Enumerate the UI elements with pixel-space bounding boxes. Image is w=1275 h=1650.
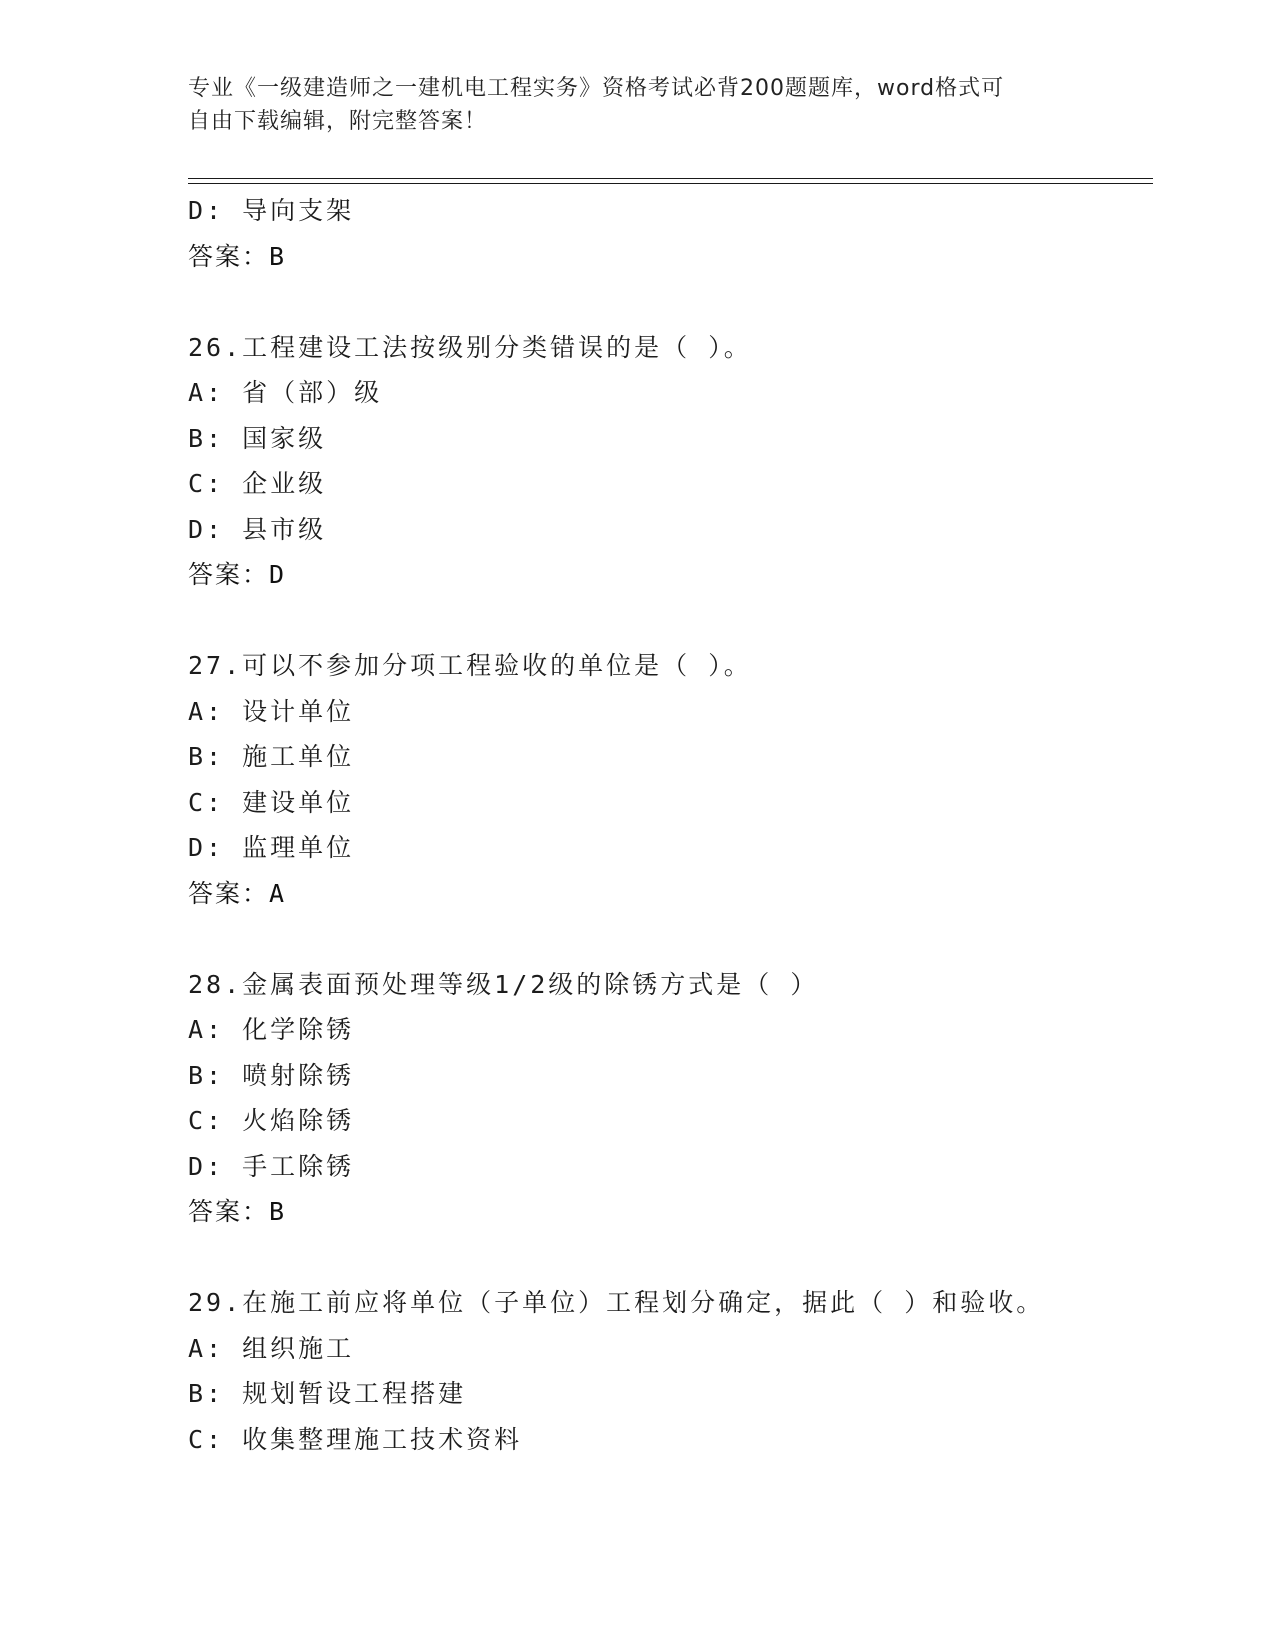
header-title-line-1: 专业《一级建造师之一建机电工程实务》资格考试必背200题题库，word格式可 — [188, 76, 1005, 101]
answer-line — [188, 871, 1153, 917]
question-stem: 27.可以不参加分项工程验收的单位是（ ）。 — [188, 651, 752, 680]
spacer — [188, 916, 1153, 962]
question-stem: 29.在施工前应将单位（子单位）工程划分确定，据此（ ）和验收。 — [188, 1288, 1045, 1317]
question-list — [188, 188, 1153, 1462]
answer-value: A — [269, 878, 287, 908]
answer-value: B — [269, 1197, 287, 1226]
header-divider-top — [188, 178, 1153, 179]
question-item — [188, 325, 1153, 598]
option-a: A: 化学除锈 — [188, 1015, 355, 1044]
option-b: B: 国家级 — [188, 423, 327, 453]
header-title-line-2: 自由下载编辑，附完整答案！ — [188, 109, 488, 134]
answer-line — [188, 234, 1153, 280]
answer-value: D — [269, 560, 287, 589]
spacer — [188, 1235, 1153, 1281]
answer-line — [188, 552, 1153, 598]
question-item — [188, 962, 1153, 1235]
question-item — [188, 643, 1153, 916]
option-a: A: 省（部）级 — [188, 378, 383, 407]
option-d: D: 监理单位 — [188, 833, 355, 862]
option-a: A: 组织施工 — [188, 1333, 355, 1363]
answer-label: 答案： — [188, 241, 270, 271]
answer-line — [188, 1189, 1153, 1235]
question-stem: 26.工程建设工法按级别分类错误的是（ ）。 — [188, 332, 752, 362]
option-d: D: 手工除锈 — [188, 1151, 355, 1181]
question-stem: 28.金属表面预处理等级1/2级的除锈方式是（ ） — [188, 969, 819, 999]
header-divider-bottom — [188, 183, 1153, 184]
answer-label: 答案： — [188, 1197, 270, 1226]
option-a: A: 设计单位 — [188, 696, 355, 726]
spacer — [188, 598, 1153, 644]
document-header — [188, 72, 1108, 138]
option-b: B: 施工单位 — [188, 742, 355, 771]
answer-label: 答案： — [188, 560, 270, 589]
option-c: C: 企业级 — [188, 469, 327, 498]
option-c: C: 收集整理施工技术资料 — [188, 1424, 523, 1454]
option-b: B: 喷射除锈 — [188, 1060, 355, 1090]
spacer — [188, 279, 1153, 325]
option-c: C: 火焰除锈 — [188, 1106, 355, 1135]
option-c: C: 建设单位 — [188, 787, 355, 817]
answer-value: B — [269, 241, 287, 271]
option-d: D: 县市级 — [188, 514, 327, 544]
option-b: B: 规划暂设工程搭建 — [188, 1379, 467, 1408]
option-d: D: 导向支架 — [188, 196, 355, 225]
question-item — [188, 1280, 1153, 1462]
answer-label: 答案： — [188, 878, 270, 908]
